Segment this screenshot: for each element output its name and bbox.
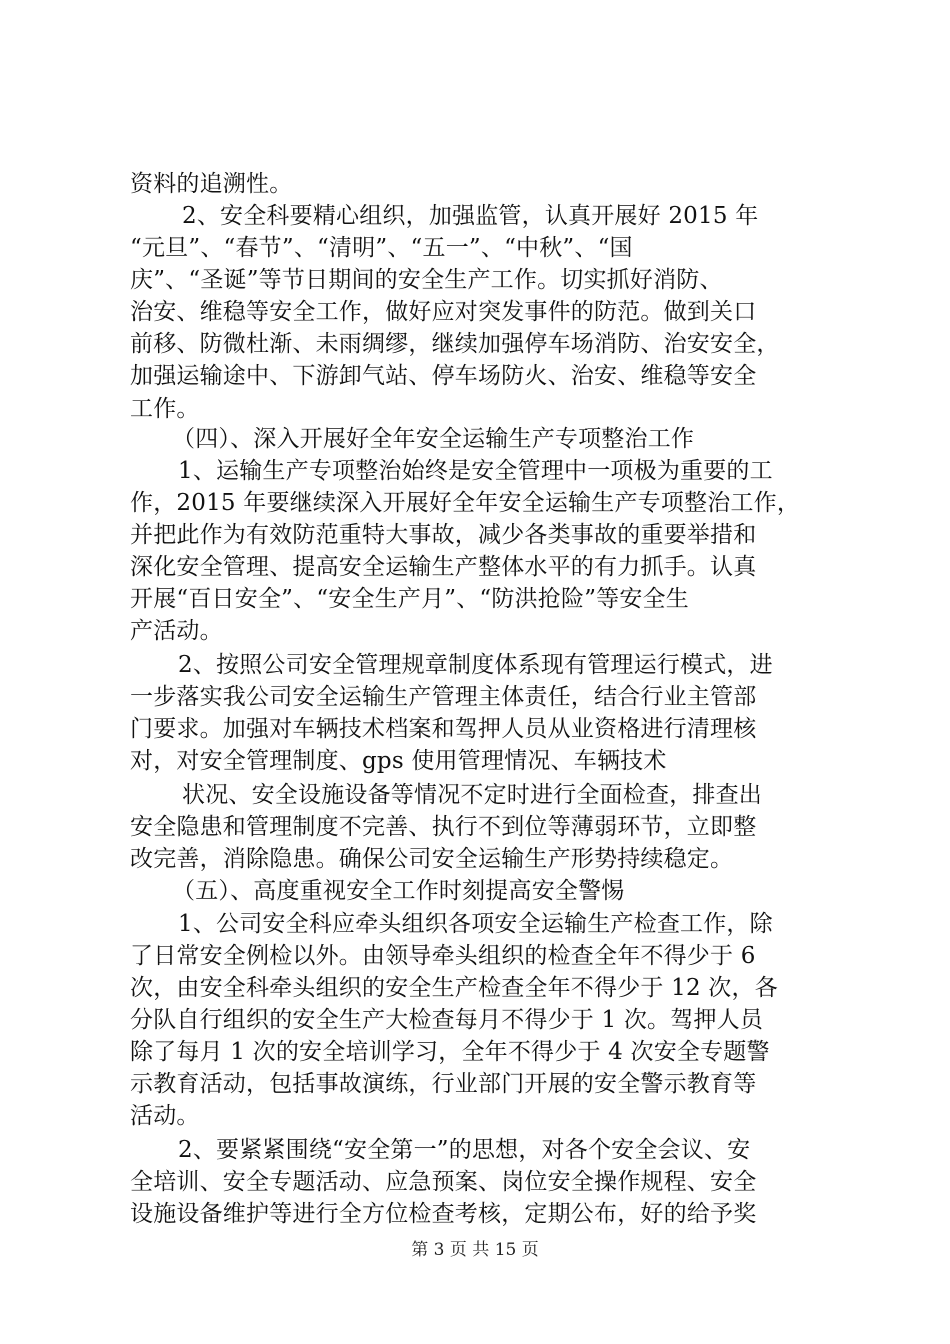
body-text-line: “元旦”、“春节”、“清明”、“五一”、“中秋”、“国 <box>130 235 633 262</box>
body-text-line: 作，2015 年要继续深入开展好全年安全运输生产专项整治工作， <box>130 489 801 516</box>
body-text-line: 深化安全管理、提高安全运输生产整体水平的有力抓手。认真 <box>130 554 757 581</box>
body-text-line: 分队自行组织的安全生产大检查每月不得少于 1 次。驾押人员 <box>130 1006 764 1033</box>
body-text-line: 资料的追溯性。 <box>130 171 293 197</box>
body-text-line: 除了每月 1 次的安全培训学习，全年不得少于 4 次安全专题警 <box>130 1038 770 1065</box>
body-text-line: 并把此作为有效防范重特大事故，减少各类事故的重要举措和 <box>130 522 757 549</box>
section-heading: （四）、深入开展好全年安全运输生产专项整治工作 <box>172 425 695 452</box>
body-text-line: 1、运输生产专项整治始终是安全管理中一项极为重要的工 <box>178 457 773 484</box>
body-text-line: 开展“百日安全”、“安全生产月”、“防洪抢险”等安全生 <box>130 586 689 613</box>
section-heading: （五）、高度重视安全工作时刻提高安全警惕 <box>172 878 625 905</box>
body-text-line: 治安、维稳等安全工作，做好应对突发事件的防范。做到关口 <box>130 299 757 326</box>
body-text-line: 活动。 <box>130 1102 200 1129</box>
body-text-line: 工作。 <box>130 395 200 422</box>
body-text-line: 全培训、安全专题活动、应急预案、岗位安全操作规程、安全 <box>130 1168 757 1195</box>
body-text-line: 加强运输途中、下游卸气站、停车场防火、治安、维稳等安全 <box>130 363 757 390</box>
body-text-line: 一步落实我公司安全运输生产管理主体责任，结合行业主管部 <box>130 684 757 711</box>
body-text-line: 状况、安全设施设备等情况不定时进行全面检查，排查出 <box>182 782 762 809</box>
body-text-line: 产活动。 <box>130 618 223 645</box>
body-text-line: 改完善，消除隐患。确保公司安全运输生产形势持续稳定。 <box>130 846 734 873</box>
body-text-line: 门要求。加强对车辆技术档案和驾押人员从业资格进行清理核 <box>130 716 757 743</box>
body-text-line: 了日常安全例检以外。由领导牵头组织的检查全年不得少于 6 <box>130 942 756 969</box>
body-text-line: 设施设备维护等进行全方位检查考核，定期公布，好的给予奖 <box>130 1201 757 1227</box>
body-text-line: 2、按照公司安全管理规章制度体系现有管理运行模式，进 <box>178 652 773 679</box>
body-text-line: 庆”、“圣诞”等节日期间的安全生产工作。切实抓好消防、 <box>130 267 723 294</box>
body-text-line: 2、安全科要精心组织，加强监管，认真开展好 2015 年 <box>182 203 759 230</box>
body-text-line: 示教育活动，包括事故演练，行业部门开展的安全警示教育等 <box>130 1070 757 1097</box>
body-text-line: 前移、防微杜渐、未雨绸缪，继续加强停车场消防、治安安全， <box>130 331 780 358</box>
body-text-line: 对，对安全管理制度、gps 使用管理情况、车辆技术 <box>130 748 667 775</box>
body-text-line: 2、要紧紧围绕“安全第一”的思想，对各个安全会议、安 <box>178 1136 751 1163</box>
page-footer: 第 3 页 共 15 页 <box>411 1240 539 1260</box>
body-text-line: 1、公司安全科应牵头组织各项安全运输生产检查工作，除 <box>178 910 773 937</box>
body-text-line: 安全隐患和管理制度不完善、执行不到位等薄弱环节，立即整 <box>130 814 757 841</box>
body-text-line: 次，由安全科牵头组织的安全生产检查全年不得少于 12 次，各 <box>130 974 778 1001</box>
